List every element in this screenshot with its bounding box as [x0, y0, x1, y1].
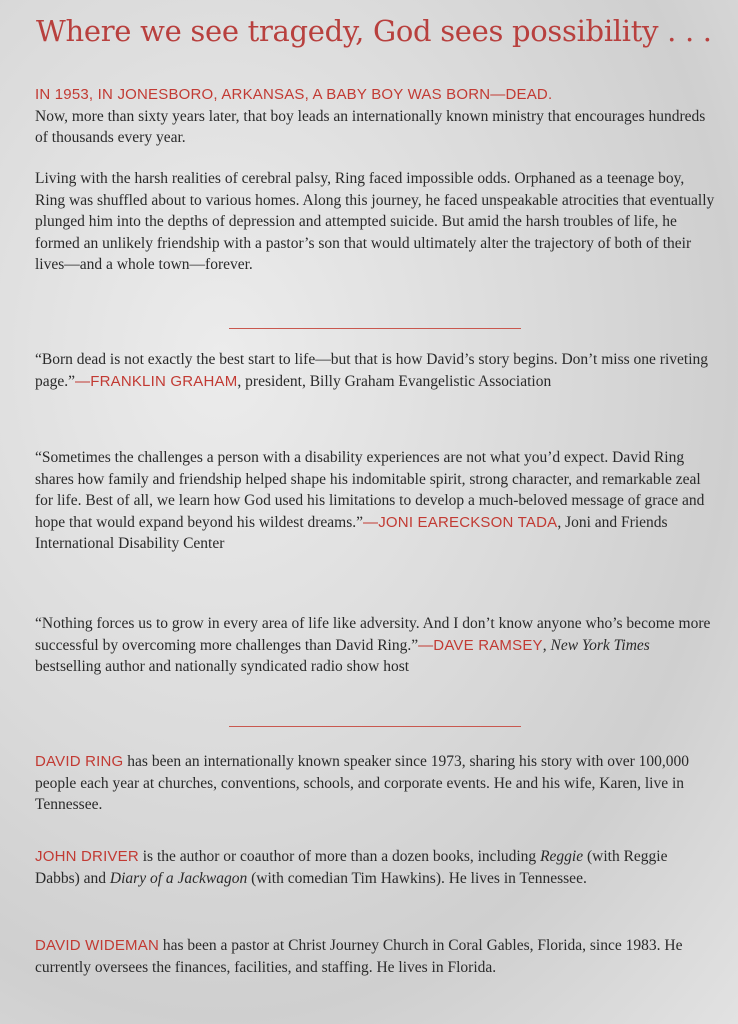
bio-david-wideman — [35, 935, 715, 978]
bio-david-ring — [35, 751, 715, 816]
bio-text: has been a pastor at Christ Journey Church in Coral Gables, Florida, since 1983. He currently oversees the finances, facilities, and staffing. He lives in Florida. — [35, 937, 683, 976]
bio-name: JOHN DRIVER — [35, 848, 139, 865]
quote-author: —FRANKLIN GRAHAM — [75, 372, 238, 390]
bio-text-post: (with comedian Tim Hawkins). He lives in Tennessee. — [247, 869, 587, 887]
quote-franklin-graham — [35, 349, 715, 392]
quote-dave-ramsey — [35, 613, 715, 678]
quote-affiliation: , president, Billy Graham Evangelistic Association — [237, 372, 552, 390]
story-paragraph: Living with the harsh realities of cerebral palsy, Ring faced impossible odds. Orphaned as a teenage boy, Ring was shuffled about to various homes. Along this journey, he faced unspeakable atrocities that eventually plunged him into the depths of depression and attempted suicide. But amid the harsh troubles of life, he formed an unlikely friendship with a pastor’s son that would ultimately alter the trajectory of both of their lives—and a whole town—forever. — [35, 170, 715, 273]
headline: Where we see tragedy, God sees possibility . . . — [36, 14, 712, 48]
bio-text-mid: (with Reggie Dabbs) and — [35, 848, 668, 887]
bio-john-driver — [35, 846, 715, 889]
bio-name: DAVID WIDEMAN — [35, 937, 159, 954]
quote-author: —JONI EARECKSON TADA — [363, 513, 558, 531]
quote-text: “Nothing forces us to grow in every area of life like adversity. And I don’t know anyone who’s become more successful by overcoming more challenges than David Ring.” — [35, 615, 711, 654]
quote-affiliation-post: bestselling author and nationally syndicated radio show host — [35, 658, 410, 675]
quote-author: —DAVE RAMSEY — [418, 636, 543, 654]
intro-lead: IN 1953, IN JONESBORO, ARKANSAS, A BABY BOY WAS BORN—DEAD. — [35, 86, 553, 103]
intro-paragraph — [35, 84, 715, 149]
bio-book-1: Reggie — [540, 848, 584, 865]
quote-affiliation: , Joni and Friends International Disability Center — [35, 513, 668, 552]
bio-book-2: Diary of a Jackwagon — [109, 869, 248, 887]
quote-affiliation-pre: , — [542, 636, 551, 654]
divider-top — [229, 328, 521, 329]
quote-text: “Born dead is not exactly the best start to life—but that is how David’s story begins. Don’t miss one riveting page.” — [35, 351, 709, 390]
quote-text: “Sometimes the challenges a person with a disability experiences are not what you’d expect. David Ring shares how family and friendship helped shape his indomitable spirit, strong character, and remarkable zeal for life. Best of all, we learn how God used his limitations to develop a much-beloved message of grace and hope that would expand beyond his wildest dreams.” — [35, 449, 705, 531]
intro-text: Now, more than sixty years later, that boy leads an internationally known ministry that encourages hundreds of thousands every year. — [35, 107, 706, 146]
bio-text: has been an internationally known speaker since 1973, sharing his story with over 100,000 people each year at churches, conventions, schools, and corporate events. He and his wife, Karen, live in Tennessee. — [35, 753, 690, 813]
quote-affiliation-italic: New York Times — [550, 636, 650, 654]
bio-name: DAVID RING — [35, 753, 124, 770]
quote-joni-eareckson-tada — [35, 447, 715, 555]
divider-bottom — [229, 726, 521, 727]
bio-text-pre: is the author or coauthor of more than a dozen books, including — [138, 848, 541, 865]
